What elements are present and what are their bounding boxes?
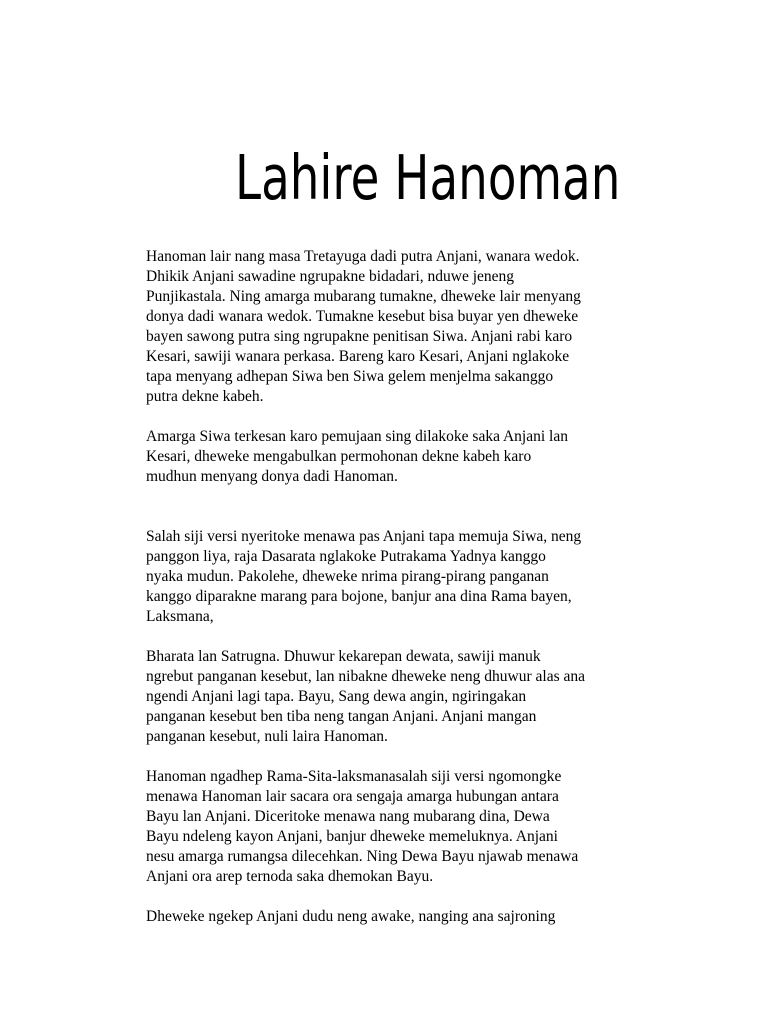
paragraph-2: Amarga Siwa terkesan karo pemujaan sing dilakoke saka Anjani lan Kesari, dheweke mengabulkan permohonan dekne kabeh karo mudhun menyang donya dadi Hanoman. <box>146 428 568 485</box>
paragraph-5: Hanoman ngadhep Rama-Sita-laksmanasalah siji versi ngomongke menawa Hanoman lair sacara ora sengaja amarga hubungan antara Bayu lan Anjani. Diceritoke menawa nang mubarang dina, Dewa Bayu ndeleng kayon Anjani, banjur dheweke memeluknya. Anjani nesu amarga rumangsa dilecehkan. Ning Dewa Bayu njawab menawa Anjani ora arep ternoda saka dhemokan Bayu. <box>146 768 579 885</box>
paragraph-3: Salah siji versi nyeritoke menawa pas Anjani tapa memuja Siwa, neng panggon liya, raja Dasarata nglakoke Putrakama Yadnya kanggo nyaka mudun. Pakolehe, dheweke nrima pirang-pirang panganan kanggo diparakne marang para bojone, banjur ana dina Rama bayen, Laksmana, <box>146 528 582 625</box>
paragraph-4: Bharata lan Satrugna. Dhuwur kekarepan dewata, sawiji manuk ngrebut panganan kesebut, lan nibakne dheweke neng dhuwur alas ana ngendi Anjani lagi tapa. Bayu, Sang dewa angin, ngiringakan panganan kesebut ben tiba neng tangan Anjani. Anjani mangan panganan kesebut, nuli laira Hanoman. <box>146 648 586 745</box>
paragraph-1: Hanoman lair nang masa Tretayuga dadi putra Anjani, wanara wedok. Dhikik Anjani sawadine ngrupakne bidadari, nduwe jeneng Punjikastala. Ning amarga mubarang tumakne, dheweke lair menyang donya dadi wanara wedok. Tumakne kesebut bisa buyar yen dheweke bayen sawong putra sing ngrupakne penitisan Siwa. Anjani rabi karo Kesari, sawiji wanara perkasa. Bareng karo Kesari, Anjani nglakoke tapa menyang adhepan Siwa ben Siwa gelem menjelma sakanggo putra dekne kabeh. <box>146 248 581 405</box>
paragraph-6: Dheweke ngekep Anjani dudu neng awake, nanging ana sajroning <box>146 908 556 925</box>
document-title: Lahire Hanoman <box>235 143 621 215</box>
document-body <box>146 247 676 947</box>
